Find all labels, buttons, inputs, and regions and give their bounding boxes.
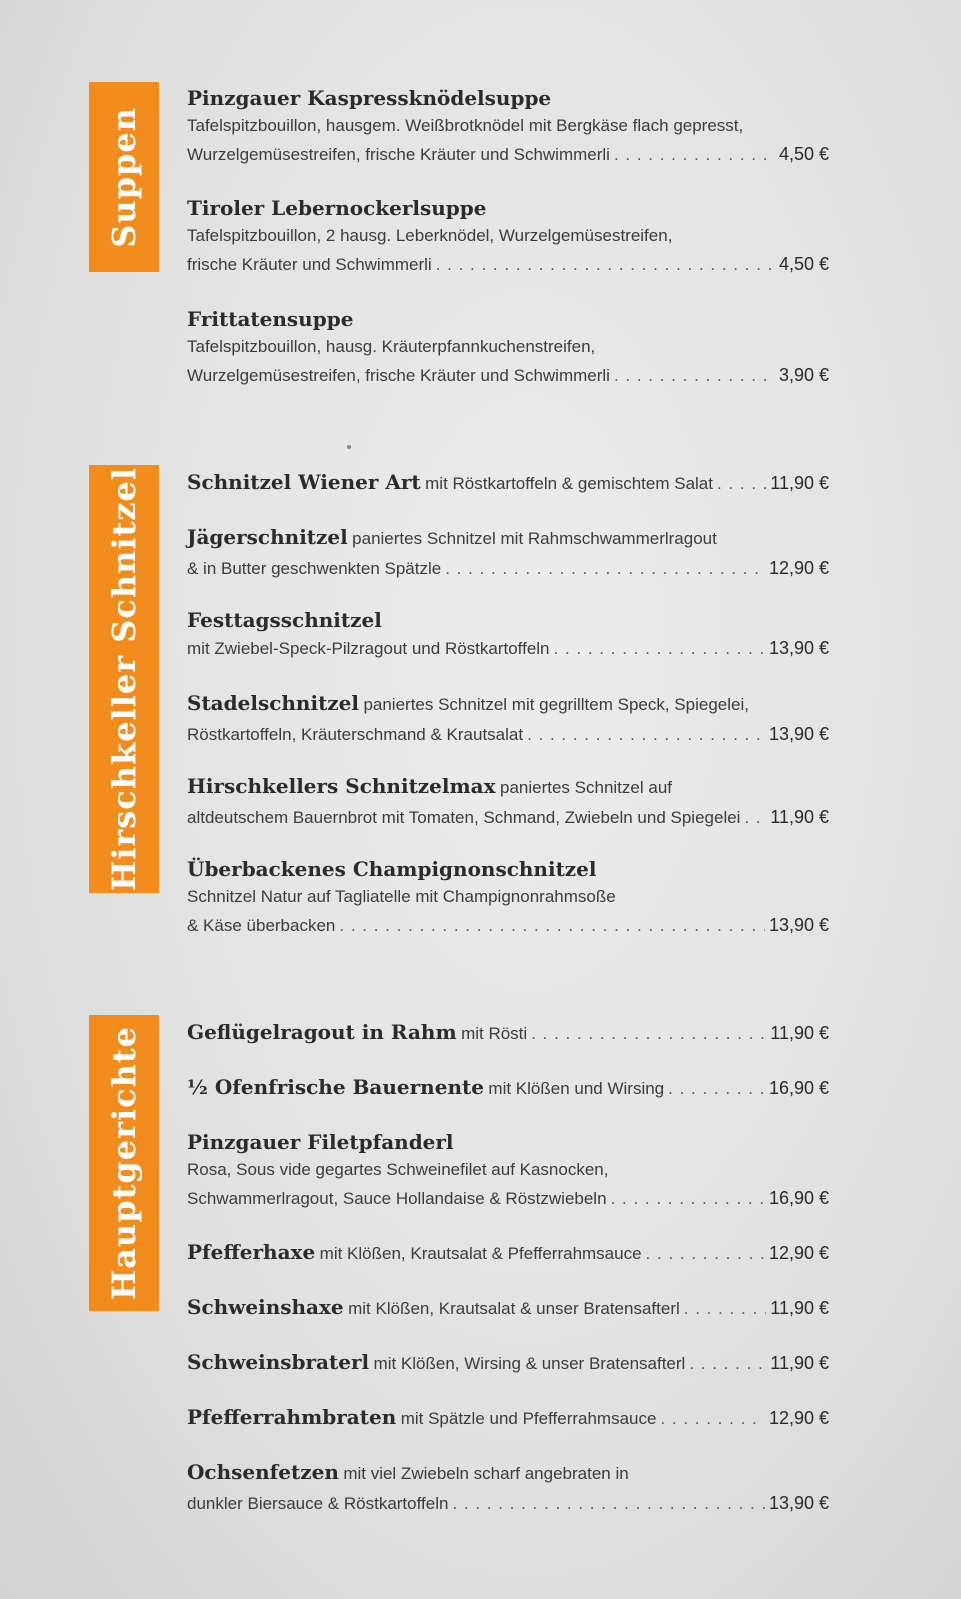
dish-price: 13,90 € (768, 638, 829, 658)
menu-item (187, 194, 829, 279)
dish-price: 12,90 € (768, 1408, 829, 1428)
dish-price: 11,90 € (770, 1023, 829, 1043)
dish-description: Tafelspitzbouillon, 2 hausg. Leberknödel, Wurzelgemüsestreifen, (187, 226, 673, 245)
dish-name: Schweinsbraterl (187, 1350, 370, 1374)
dish-name: Pfefferhaxe (187, 1240, 316, 1264)
menu-item (187, 1238, 829, 1269)
leader-dots (614, 141, 775, 169)
dish-description: mit Rösti (461, 1024, 528, 1043)
dish-name: Frittatensuppe (187, 307, 354, 331)
dish-description: paniertes Schnitzel mit Rahmschwammerlragout (352, 529, 717, 548)
section-tab-hauptgerichte (89, 1015, 159, 1311)
dish-name: Schnitzel Wiener Art (187, 470, 421, 494)
dish-name: Pinzgauer Filetpfanderl (187, 1130, 454, 1154)
leader-dots (554, 635, 765, 663)
leader-dots (717, 470, 766, 498)
dish-name: Pinzgauer Kaspressknödelsuppe (187, 86, 552, 110)
dish-price: 11,90 € (770, 473, 829, 493)
dish-description: Schnitzel Natur auf Tagliatelle mit Champignonrahmsoße (187, 887, 616, 906)
leader-dots (668, 1075, 765, 1103)
leader-dots (660, 1405, 764, 1433)
leader-dots (614, 362, 775, 390)
paper-speck (347, 445, 351, 449)
dish-name: Hirschkellers Schnitzelmax (187, 774, 496, 798)
dish-description: mit Spätzle und Pfefferrahmsauce (400, 1409, 657, 1428)
dish-description: Rosa, Sous vide gegartes Schweinefilet auf Kasnocken, (187, 1160, 609, 1179)
menu-item (187, 1293, 829, 1324)
menu-item (187, 855, 829, 940)
menu-item (187, 689, 829, 749)
dish-price: 13,90 € (768, 915, 829, 935)
dish-description: mit viel Zwiebeln scharf angebraten in (343, 1464, 629, 1483)
dish-name: Stadelschnitzel (187, 691, 359, 715)
leader-dots (445, 555, 765, 583)
dish-description: mit Klößen, Wirsing & unser Bratensafterl (373, 1354, 686, 1373)
leader-dots (689, 1350, 766, 1378)
dish-description: dunkler Biersauce & Röstkartoffeln (187, 1494, 449, 1513)
dish-name: ½ Ofenfrische Bauernente (187, 1075, 484, 1099)
dish-price: 13,90 € (768, 724, 829, 744)
dish-price: 3,90 € (778, 365, 829, 385)
menu-item (187, 1348, 829, 1379)
menu-item (187, 1403, 829, 1434)
section-tab-suppen (89, 82, 159, 272)
dish-name: Überbackenes Champignonschnitzel (187, 857, 597, 881)
dish-price: 16,90 € (768, 1078, 829, 1098)
dish-description: paniertes Schnitzel auf (500, 778, 672, 797)
leader-dots (684, 1295, 767, 1323)
dish-description: Schwammerlragout, Sauce Hollandaise & Röstzwiebeln (187, 1189, 607, 1208)
leader-dots (339, 912, 765, 940)
menu-item (187, 84, 829, 169)
leader-dots (744, 804, 766, 832)
leader-dots (436, 251, 775, 279)
dish-description: mit Zwiebel-Speck-Pilzragout und Röstkartoffeln (187, 639, 550, 658)
menu-item (187, 1018, 829, 1049)
dish-price: 16,90 € (768, 1188, 829, 1208)
dish-description: & in Butter geschwenkten Spätzle (187, 559, 442, 578)
dish-name: Geflügelragout in Rahm (187, 1020, 457, 1044)
dish-description: altdeutschem Bauernbrot mit Tomaten, Schmand, Zwiebeln und Spiegelei (187, 808, 741, 827)
dish-name: Festtagsschnitzel (187, 608, 382, 632)
dish-description: mit Klößen, Krautsalat & Pfefferrahmsauce (319, 1244, 642, 1263)
menu-item (187, 772, 829, 832)
dish-price: 12,90 € (768, 558, 829, 578)
section-title: Hirschkeller Schnitzel (105, 467, 143, 891)
dish-description: Tafelspitzbouillon, hausgem. Weißbrotknödel mit Bergkäse flach gepresst, (187, 116, 744, 135)
dish-description: paniertes Schnitzel mit gegrilltem Speck, Spiegelei, (363, 695, 749, 714)
dish-price: 11,90 € (770, 1353, 829, 1373)
dish-name: Jägerschnitzel (187, 525, 348, 549)
dish-price: 4,50 € (778, 144, 829, 164)
menu-item (187, 606, 829, 663)
menu-item (187, 1458, 829, 1518)
dish-description: Wurzelgemüsestreifen, frische Kräuter und Schwimmerli (187, 145, 610, 164)
menu-item (187, 523, 829, 583)
leader-dots (527, 721, 765, 749)
section-title: Suppen (105, 106, 143, 248)
dish-description: frische Kräuter und Schwimmerli (187, 255, 432, 274)
leader-dots (452, 1490, 765, 1518)
dish-price: 11,90 € (770, 807, 829, 827)
dish-name: Schweinshaxe (187, 1295, 344, 1319)
dish-description: mit Röstkartoffeln & gemischtem Salat (425, 474, 713, 493)
leader-dots (531, 1020, 766, 1048)
dish-price: 13,90 € (768, 1493, 829, 1513)
dish-price: 12,90 € (768, 1243, 829, 1263)
dish-description: & Käse überbacken (187, 916, 336, 935)
menu-item (187, 468, 829, 499)
dish-name: Tiroler Lebernockerlsuppe (187, 196, 487, 220)
dish-description: mit Klößen, Krautsalat & unser Bratensafterl (348, 1299, 680, 1318)
menu-item (187, 1073, 829, 1104)
dish-description: mit Klößen und Wirsing (488, 1079, 665, 1098)
section-tab-schnitzel (89, 465, 159, 893)
leader-dots (611, 1185, 765, 1213)
dish-description: Röstkartoffeln, Kräuterschmand & Krautsalat (187, 725, 524, 744)
menu-item (187, 1128, 829, 1213)
leader-dots (646, 1240, 765, 1268)
dish-name: Pfefferrahmbraten (187, 1405, 397, 1429)
menu-item (187, 305, 829, 390)
dish-price: 11,90 € (770, 1298, 829, 1318)
dish-description: Wurzelgemüsestreifen, frische Kräuter und Schwimmerli (187, 366, 610, 385)
section-title: Hauptgerichte (105, 1025, 143, 1301)
dish-price: 4,50 € (778, 254, 829, 274)
dish-description: Tafelspitzbouillon, hausg. Kräuterpfannkuchenstreifen, (187, 337, 596, 356)
dish-name: Ochsenfetzen (187, 1460, 339, 1484)
